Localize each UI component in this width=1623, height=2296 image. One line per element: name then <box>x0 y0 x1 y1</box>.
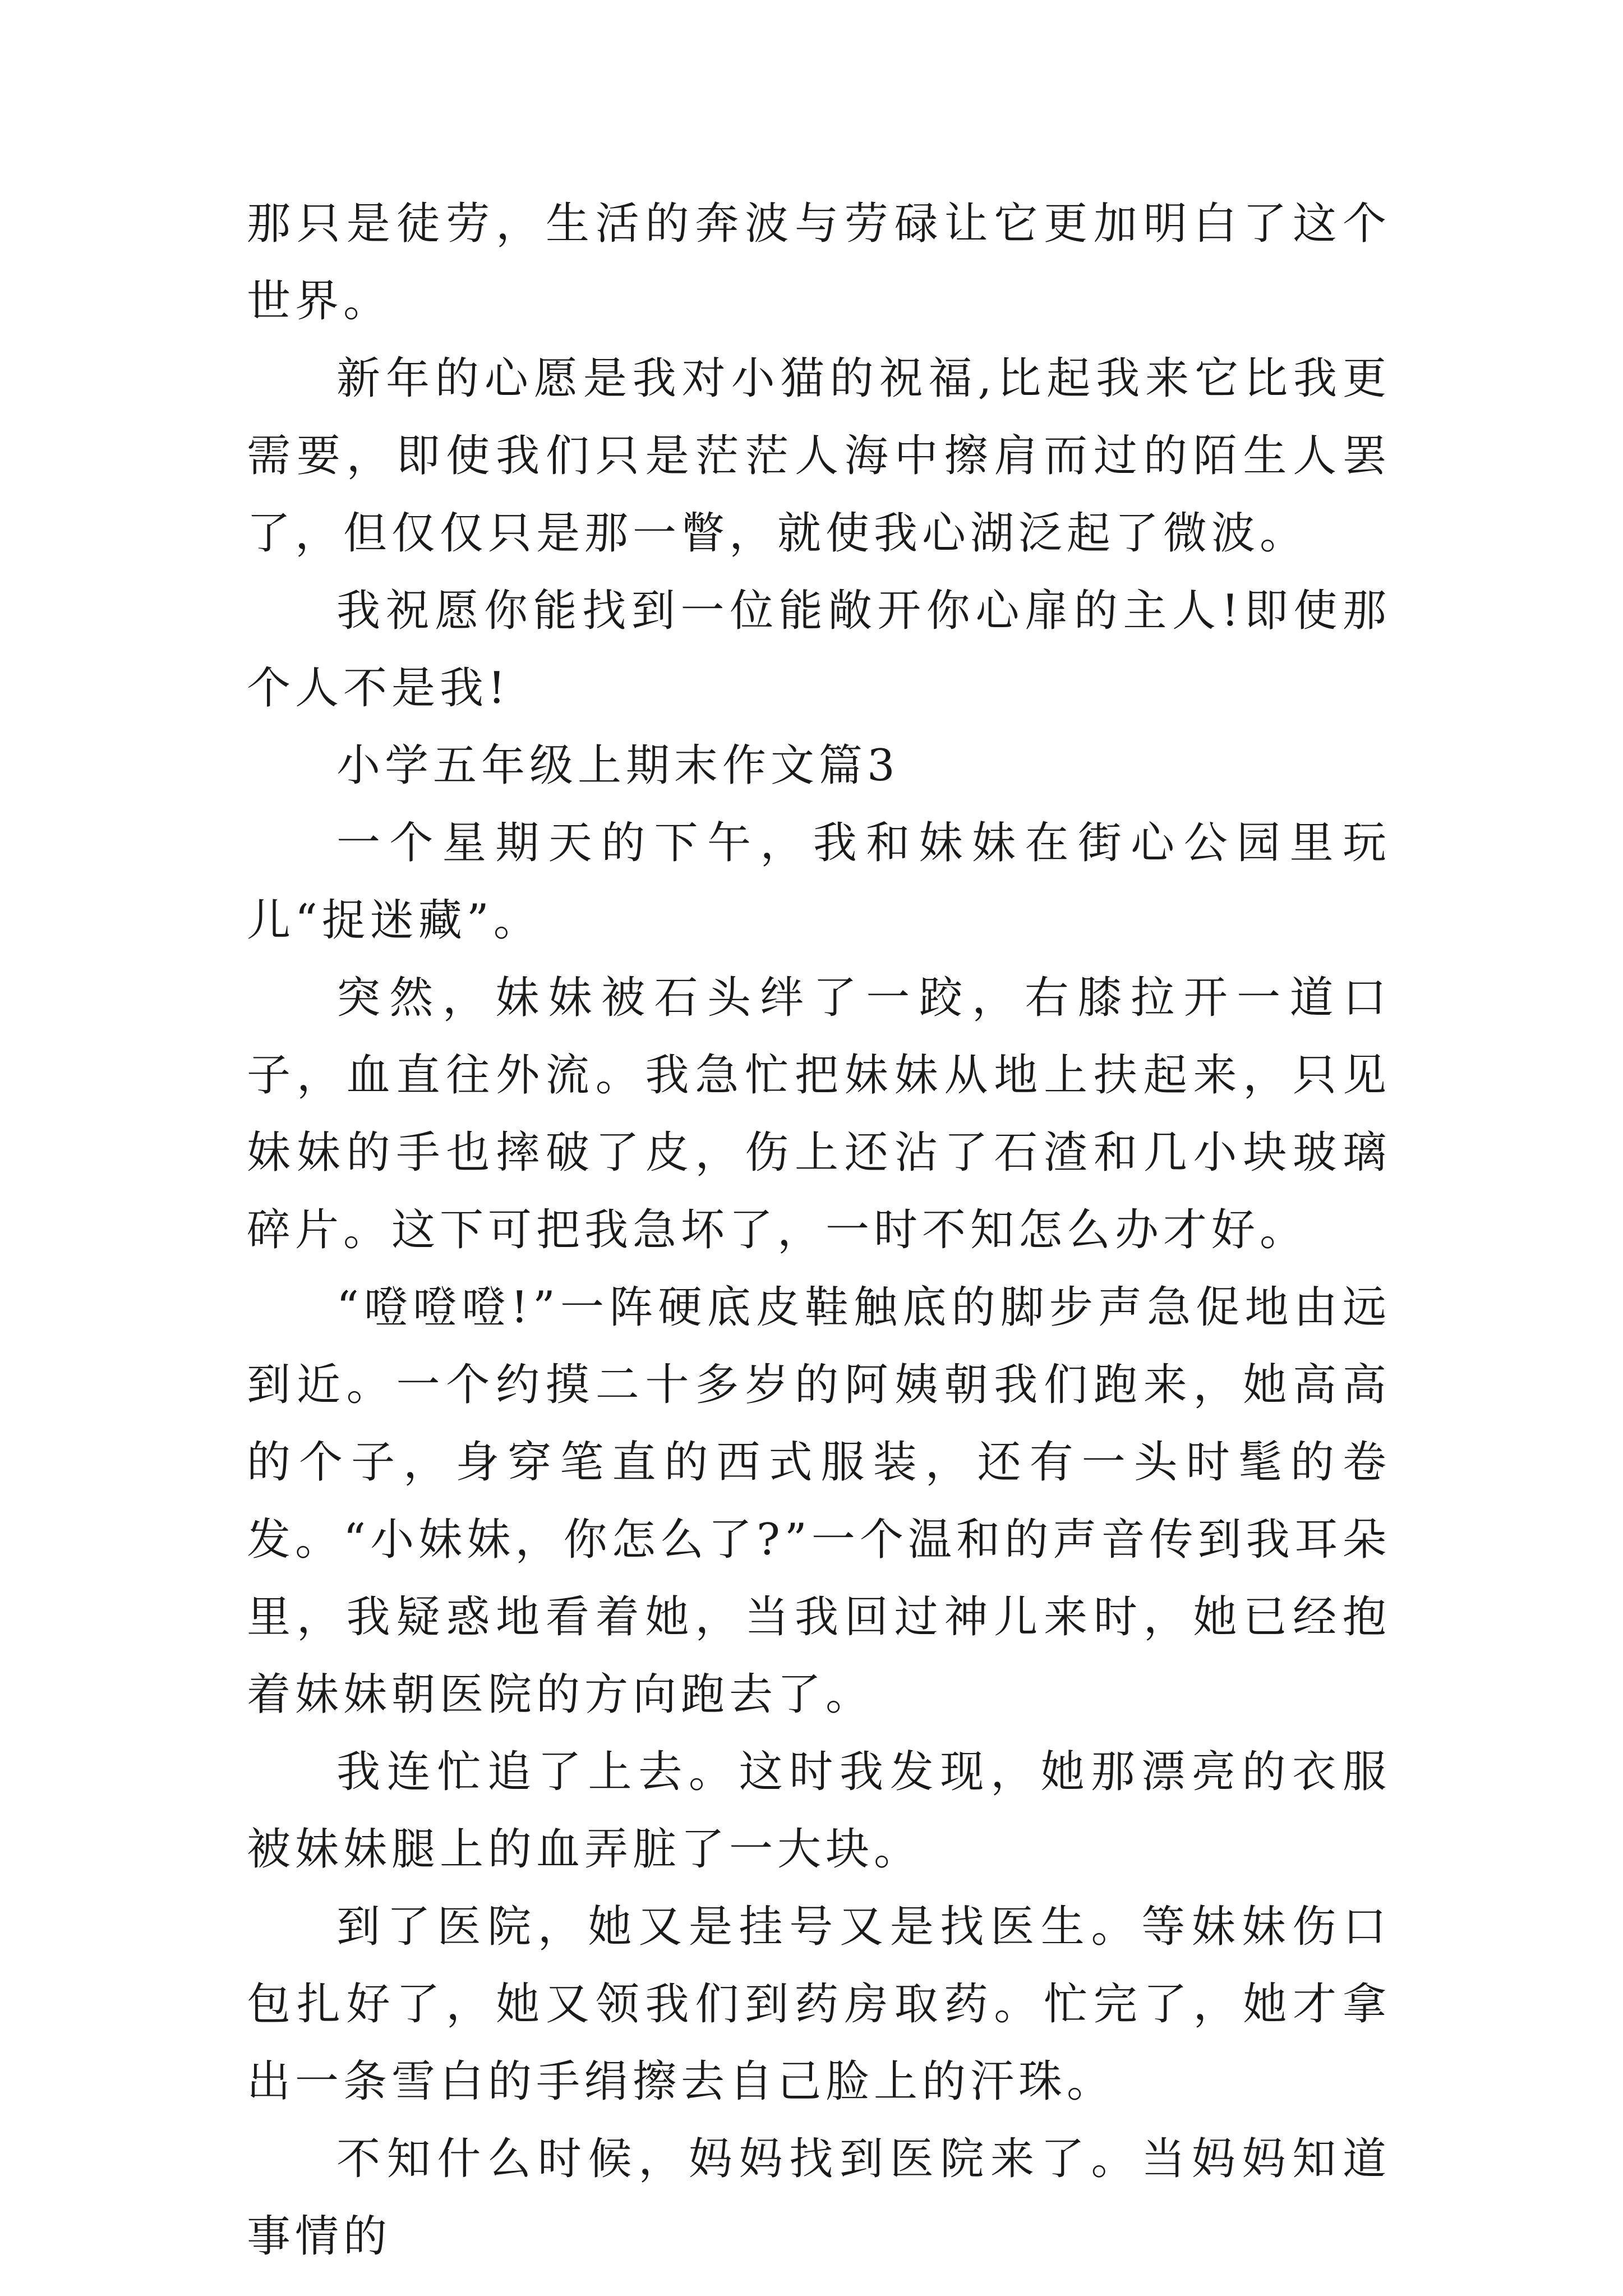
paragraph-6: 突然，妹妹被石头绊了一跤，右膝拉开一道口子，血直往外流。我急忙把妹妹从地上扶起来，只见妹妹的手也摔破了皮，伤上还沾了石渣和几小块玻璃碎片。这下可把我急坏了，一时不知怎么办才好。 <box>247 973 1391 1255</box>
paragraph-10: 不知什么时候，妈妈找到医院来了。当妈妈知道事情的 <box>247 2134 1391 2262</box>
section-heading: 小学五年级上期末作文篇3 <box>336 740 900 791</box>
paragraph-3: 我祝愿你能找到一位能敞开你心扉的主人!即使那个人不是我! <box>247 586 1391 714</box>
paragraph-2: 新年的心愿是我对小猫的祝福,比起我来它比我更需要，即使我们只是茫茫人海中擦肩而过的陌生人罢了，但仅仅只是那一瞥，就使我心湖泛起了微波。 <box>247 353 1391 559</box>
essay-body <box>247 185 1391 2275</box>
paragraph-7: “噔噔噔!”一阵硬底皮鞋触底的脚步声急促地由远到近。一个约摸二十多岁的阿姨朝我们跑来，她高高的个子，身穿笔直的西式服装，还有一头时髦的卷发。“小妹妹，你怎么了?”一个温和的声音传到我耳朵里，我疑惑地看着她，当我回过神儿来时，她已经抱着妹妹朝医院的方向跑去了。 <box>247 1282 1391 1720</box>
paragraph-5: 一个星期天的下午，我和妹妹在街心公园里玩儿“捉迷藏”。 <box>247 818 1391 946</box>
paragraph-8: 我连忙追了上去。这时我发现，她那漂亮的衣服被妹妹腿上的血弄脏了一大块。 <box>247 1747 1391 1875</box>
paragraph-9: 到了医院，她又是挂号又是找医生。等妹妹伤口包扎好了，她又领我们到药房取药。忙完了，她才拿出一条雪白的手绢擦去自己脸上的汗珠。 <box>247 1902 1391 2107</box>
paragraph-1: 那只是徒劳，生活的奔波与劳碌让它更加明白了这个世界。 <box>247 199 1391 326</box>
